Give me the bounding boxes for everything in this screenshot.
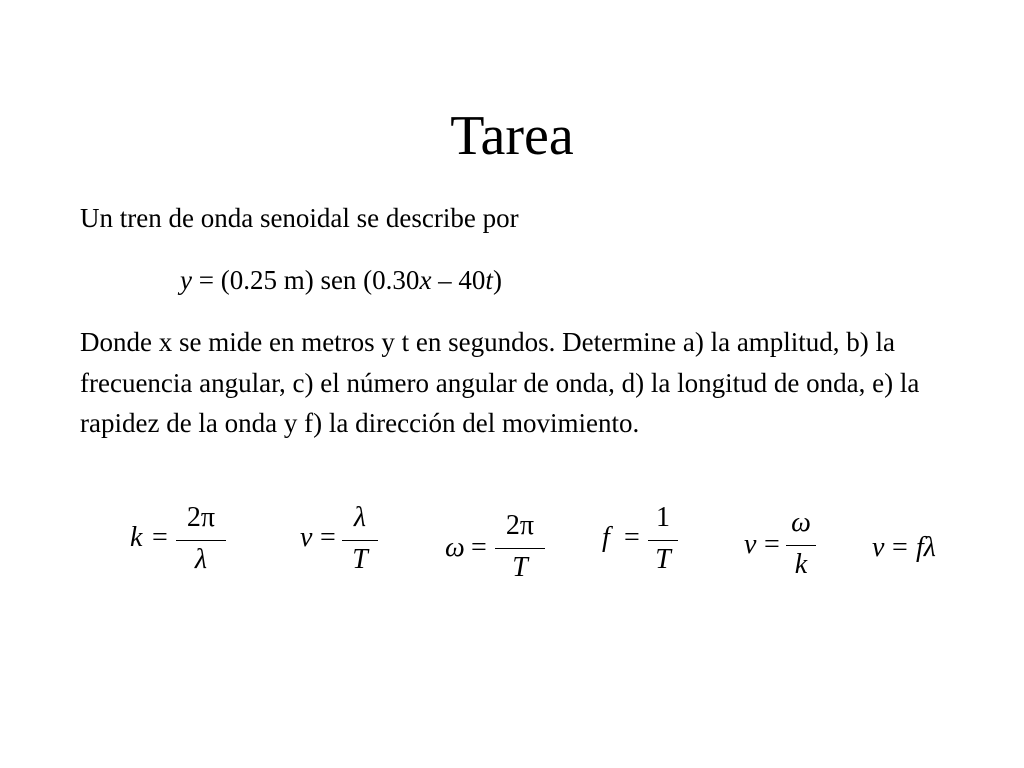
- formula-equals: =: [892, 532, 908, 563]
- fraction-bar: [786, 545, 816, 546]
- eq-mid: – 40: [431, 265, 486, 295]
- formula-fraction: [648, 500, 678, 590]
- wave-equation: [180, 260, 502, 300]
- eq-close: ): [492, 265, 502, 295]
- formula-speed-wavenumber: [742, 505, 832, 595]
- formula-equals: =: [624, 522, 640, 553]
- intro-text: Un tren de onda senoidal se describe por: [80, 203, 519, 233]
- task-paragraph: Donde x se mide en metros y t en segundos. Determine a) la amplitud, b) la frecuencia angular, c) el número angular de onda, d) la longitud de onda, e) la rapidez de la onda y f) la dirección del movimiento.: [80, 327, 920, 438]
- formula-equals: =: [320, 522, 336, 553]
- formula-equals: =: [471, 532, 487, 563]
- formula-numerator: 2π: [186, 502, 216, 533]
- formula-equals: =: [152, 522, 168, 553]
- formula-fraction: [786, 505, 816, 595]
- formula-wave-number: [128, 500, 238, 590]
- eq-t: t: [485, 265, 493, 295]
- formula-lhs: f: [602, 522, 610, 553]
- formula-lhs: v: [300, 522, 313, 553]
- fraction-bar: [176, 540, 226, 541]
- formula-fraction: [495, 508, 545, 598]
- fraction-bar: [342, 540, 378, 541]
- formula-rhs: fλ: [916, 532, 936, 563]
- formula-denominator: T: [352, 544, 368, 575]
- eq-x: x: [419, 265, 432, 295]
- formula-denominator: T: [655, 544, 671, 575]
- formula-frequency: [600, 500, 690, 590]
- formula-numerator: 2π: [505, 510, 535, 541]
- formula-fraction: [176, 500, 226, 590]
- slide-title: Tarea: [450, 105, 574, 167]
- formula-denominator: λ: [194, 544, 208, 575]
- formula-numerator: λ: [353, 502, 367, 533]
- formula-denominator: T: [512, 552, 528, 583]
- formula-denominator: k: [794, 549, 808, 580]
- formula-lhs: k: [130, 522, 143, 553]
- fraction-bar: [648, 540, 678, 541]
- formula-lhs: v: [744, 529, 757, 560]
- formula-fraction: [342, 500, 378, 590]
- eq-y: y: [180, 265, 192, 295]
- formula-angular-frequency: [443, 508, 553, 598]
- formula-lhs: v: [872, 532, 885, 563]
- formula-equals: =: [764, 529, 780, 560]
- formula-speed-period: [298, 500, 388, 590]
- formula-numerator: ω: [791, 507, 811, 538]
- fraction-bar: [495, 548, 545, 549]
- eq-body: = (0.25 m) sen (0.30: [191, 265, 420, 295]
- formula-speed-frequency: [870, 532, 970, 572]
- formula-numerator: 1: [656, 502, 670, 533]
- formula-lhs: ω: [445, 532, 465, 563]
